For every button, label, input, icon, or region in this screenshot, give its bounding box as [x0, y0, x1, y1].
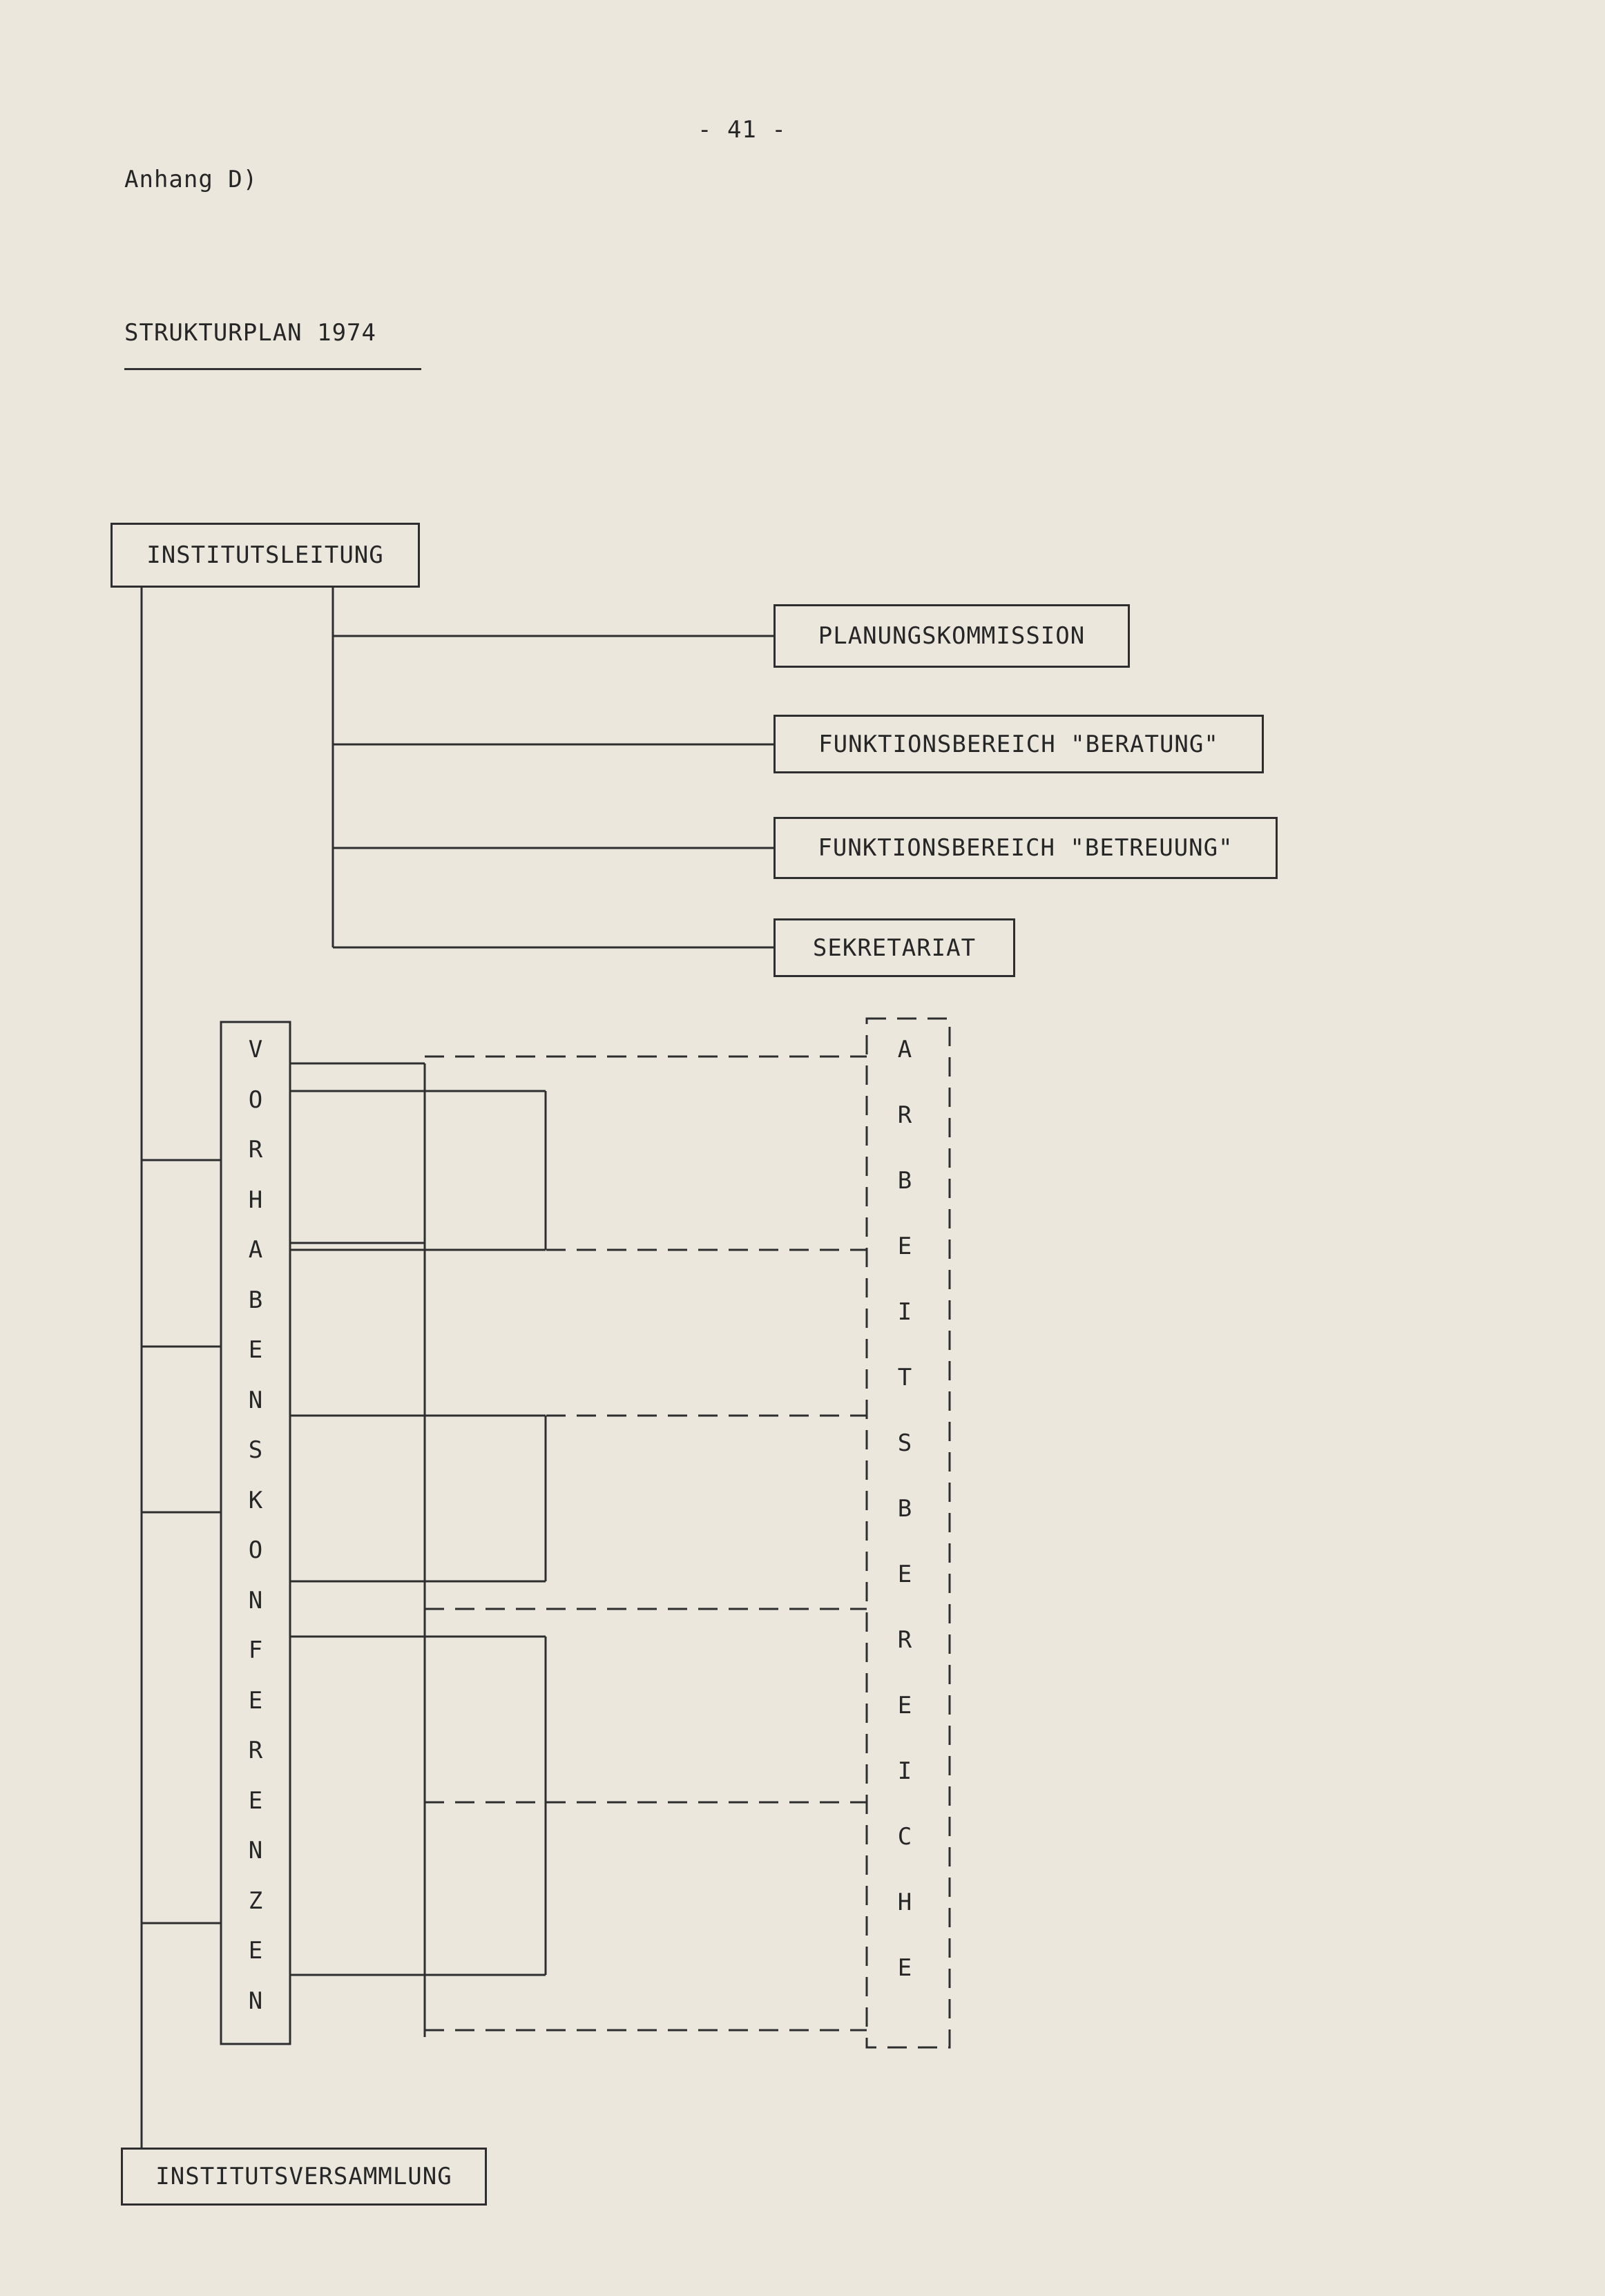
letter: R: [248, 1737, 263, 1764]
appendix-label: Anhang D): [124, 166, 258, 193]
letter: B: [897, 1167, 912, 1195]
letter: R: [248, 1136, 263, 1164]
letter: B: [897, 1495, 912, 1523]
institutsversammlung-label: INSTITUTSVERSAMMLUNG: [155, 2163, 452, 2190]
letter: I: [897, 1298, 912, 1326]
letter: F: [248, 1637, 263, 1664]
letter: E: [248, 1336, 263, 1364]
funktionsbereich-betreuung-box: [773, 817, 1278, 879]
institutsleitung-box: [110, 523, 420, 588]
letter: N: [248, 1837, 263, 1864]
letter: A: [897, 1036, 912, 1063]
planungskommission-box: [773, 604, 1130, 668]
letter: S: [248, 1436, 263, 1464]
letter: H: [248, 1186, 263, 1214]
page-title: STRUKTURPLAN 1974: [124, 319, 376, 347]
letter: E: [897, 1561, 912, 1588]
letter: N: [248, 1586, 263, 1614]
institutsversammlung-box: [121, 2148, 487, 2206]
letter: O: [248, 1536, 263, 1564]
letter: B: [248, 1286, 263, 1314]
letter: S: [897, 1429, 912, 1457]
letter: E: [897, 1954, 912, 1982]
letter: N: [248, 1987, 263, 2015]
letter: I: [897, 1757, 912, 1785]
letter: E: [248, 1937, 263, 1965]
letter: Z: [248, 1887, 263, 1915]
letter: T: [897, 1364, 912, 1391]
planungskommission-label: PLANUNGSKOMMISSION: [818, 622, 1086, 650]
letter: H: [897, 1889, 912, 1916]
sekretariat-box: [773, 918, 1015, 977]
letter: A: [248, 1236, 263, 1264]
letter: E: [897, 1233, 912, 1260]
funktionsbereich-beratung-box: [773, 715, 1264, 773]
letter: R: [897, 1101, 912, 1129]
funktionsbereich-beratung-label: FUNKTIONSBEREICH "BERATUNG": [818, 730, 1219, 758]
letter: E: [248, 1786, 263, 1815]
institutsleitung-label: INSTITUTSLEITUNG: [146, 541, 384, 569]
page-number: - 41 -: [698, 116, 787, 144]
letter: R: [897, 1626, 912, 1654]
letter: N: [248, 1386, 263, 1414]
letter: E: [248, 1686, 263, 1715]
arbeitsbereiche-label: [884, 1036, 925, 2044]
funktionsbereich-betreuung-label: FUNKTIONSBEREICH "BETREUUNG": [818, 834, 1233, 862]
vorhabenskonferenzen-label: [235, 1036, 276, 2044]
letter: V: [248, 1036, 263, 1063]
letter: C: [897, 1823, 912, 1851]
sekretariat-label: SEKRETARIAT: [812, 934, 977, 962]
letter: O: [248, 1086, 263, 1114]
letter: K: [248, 1486, 263, 1514]
letter: E: [897, 1692, 912, 1719]
